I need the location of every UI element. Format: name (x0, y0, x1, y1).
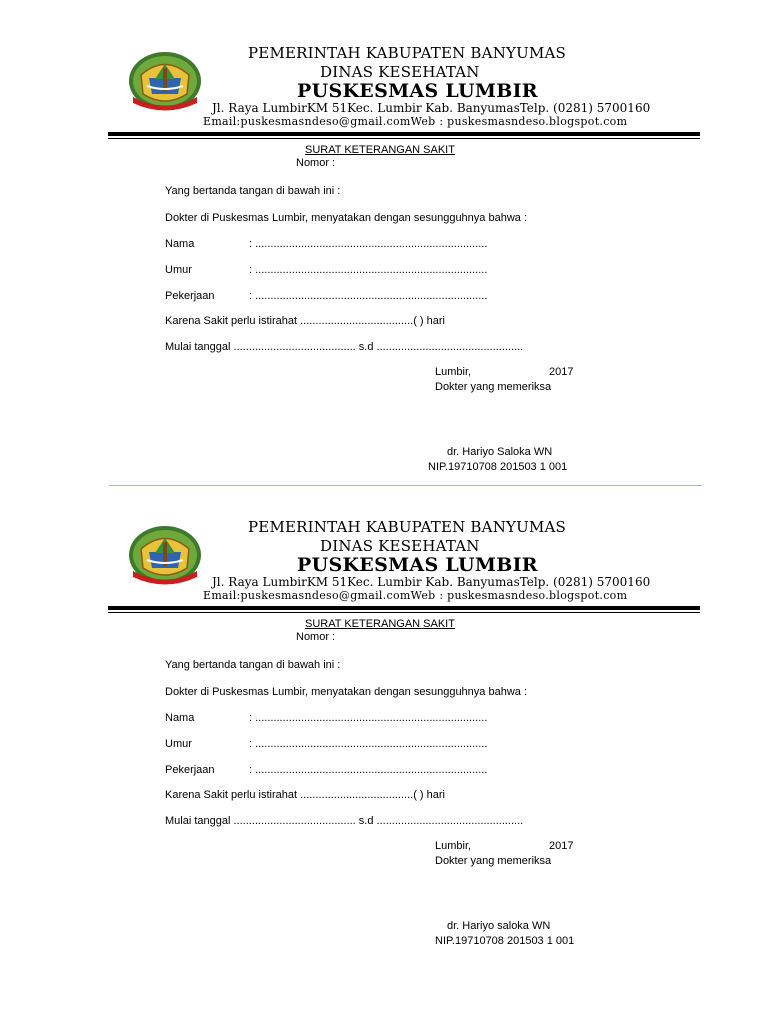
statement-line: Dokter di Puskesmas Lumbir, menyatakan dengan sesungguhnya bahwa : (165, 212, 527, 224)
signing-place: Lumbir, (435, 366, 472, 378)
sick-letter-1 (0, 0, 768, 473)
department-heading: DINAS KESEHATAN (320, 63, 480, 81)
government-heading: PEMERINTAH KABUPATEN BANYUMAS (248, 44, 567, 62)
doctor-nip: NIP.19710708 201503 1 001 (435, 935, 575, 947)
address-line: Jl. Raya LumbirKM 51Kec. Lumbir Kab. BanyumasTelp. (0281) 5700160 (212, 101, 651, 115)
rest-days-line: Karena Sakit perlu istirahat .....................................( ) hari (165, 315, 445, 327)
field-blank-age: : ............................................................................ (249, 738, 488, 750)
date-range-line: Mulai tanggal ........................................ s.d ................................................ (165, 815, 524, 827)
field-blank-occupation: : ............................................................................ (249, 764, 488, 776)
banyumas-regency-emblem-icon (127, 524, 203, 586)
field-blank-name: : ............................................................................ (249, 712, 488, 724)
doctor-name: dr. Hariyo saloka WN (447, 920, 551, 932)
intro-line: Yang bertanda tangan di bawah ini : (165, 185, 341, 197)
signing-place: Lumbir, (435, 840, 472, 852)
header-rule-thick (108, 606, 700, 610)
contact-line: Email:puskesmasndeso@gmail.comWeb : puskesmasndeso.blogspot.com (203, 589, 628, 602)
address-line: Jl. Raya LumbirKM 51Kec. Lumbir Kab. BanyumasTelp. (0281) 5700160 (212, 575, 651, 589)
department-heading: DINAS KESEHATAN (320, 537, 480, 555)
government-heading: PEMERINTAH KABUPATEN BANYUMAS (248, 518, 567, 536)
header-rule-thin (108, 138, 700, 139)
statement-line: Dokter di Puskesmas Lumbir, menyatakan dengan sesungguhnya bahwa : (165, 686, 527, 698)
facility-name: PUSKESMAS LUMBIR (297, 80, 538, 102)
field-label-occupation: Pekerjaan (165, 290, 215, 302)
banyumas-regency-emblem-icon (127, 50, 203, 112)
letter-number-label: Nomor : (296, 157, 336, 169)
letter-number-label: Nomor : (296, 631, 336, 643)
doctor-nip: NIP.19710708 201503 1 001 (428, 461, 568, 473)
letter-title: SURAT KETERANGAN SAKIT (305, 144, 455, 156)
field-label-name: Nama (165, 712, 195, 724)
contact-line: Email:puskesmasndeso@gmail.comWeb : puskesmasndeso.blogspot.com (203, 115, 628, 128)
letter-title: SURAT KETERANGAN SAKIT (305, 618, 455, 630)
sick-letter-2 (0, 474, 768, 947)
field-label-age: Umur (165, 738, 192, 750)
header-rule-thick (108, 132, 700, 136)
field-label-occupation: Pekerjaan (165, 764, 215, 776)
rest-days-line: Karena Sakit perlu istirahat .....................................( ) hari (165, 789, 445, 801)
doctor-name: dr. Hariyo Saloka WN (447, 446, 553, 458)
signing-year: 2017 (549, 840, 574, 852)
field-blank-occupation: : ............................................................................ (249, 290, 488, 302)
field-blank-name: : ............................................................................ (249, 238, 488, 250)
field-label-age: Umur (165, 264, 192, 276)
examining-doctor-label: Dokter yang memeriksa (435, 381, 552, 393)
intro-line: Yang bertanda tangan di bawah ini : (165, 659, 341, 671)
header-rule-thin (108, 612, 700, 613)
examining-doctor-label: Dokter yang memeriksa (435, 855, 552, 867)
date-range-line: Mulai tanggal ........................................ s.d ................................................ (165, 341, 524, 353)
signing-year: 2017 (549, 366, 574, 378)
field-label-name: Nama (165, 238, 195, 250)
facility-name: PUSKESMAS LUMBIR (297, 554, 538, 576)
field-blank-age: : ............................................................................ (249, 264, 488, 276)
